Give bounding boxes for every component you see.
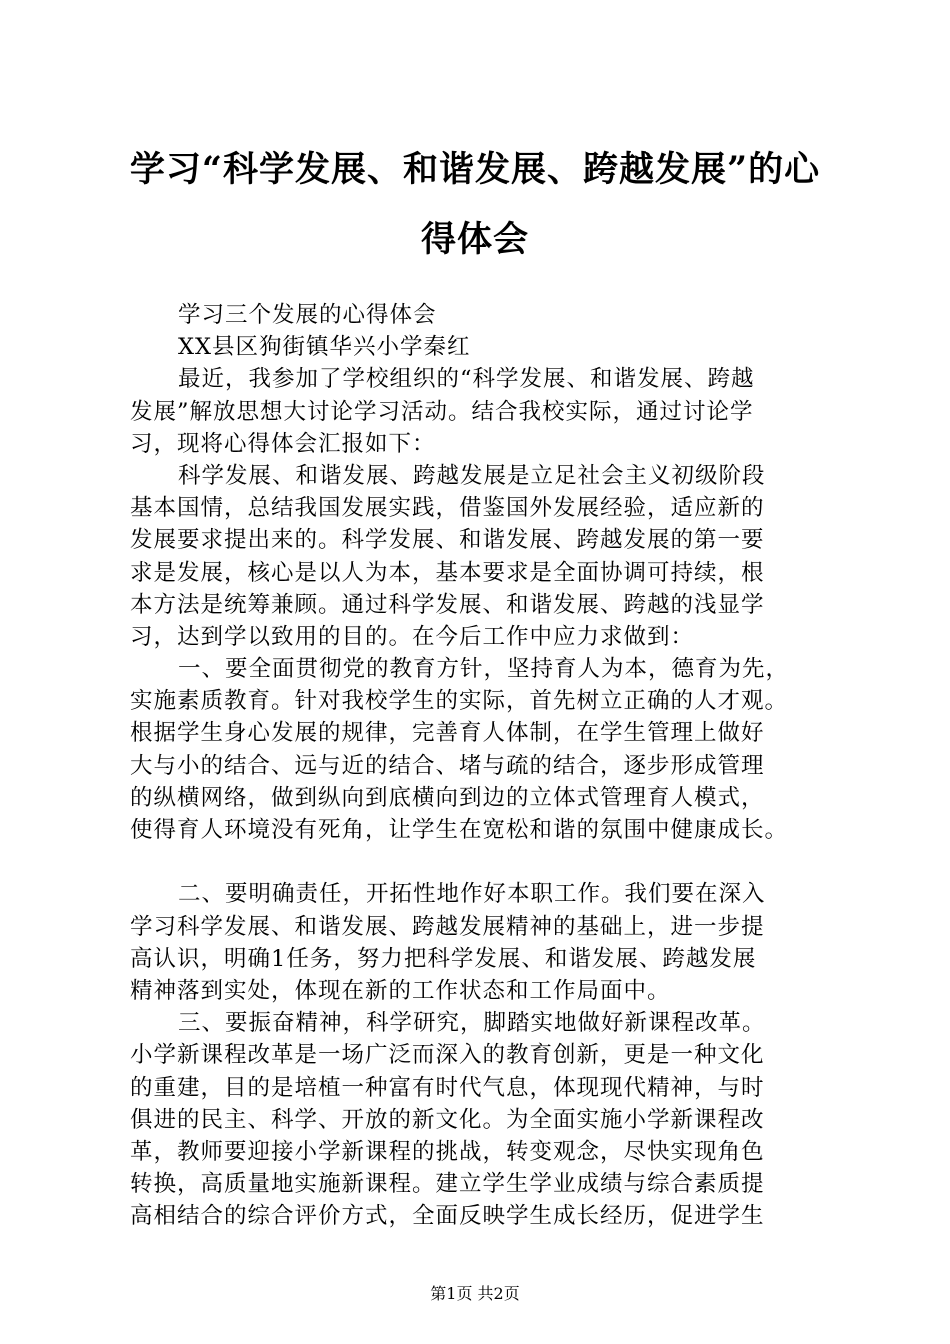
document-body <box>130 299 850 1232</box>
body-line: 转换，高质量地实施新课程。建立学生学业成绩与综合素质提 <box>130 1171 765 1198</box>
body-line: 大与小的结合、远与近的结合、堵与疏的结合，逐步形成管理 <box>130 752 765 779</box>
body-line: 精神落到实处，体现在新的工作状态和工作局面中。 <box>130 977 671 1004</box>
body-line: 习，现将心得体会汇报如下： <box>130 430 436 457</box>
body-line: 发展要求提出来的。科学发展、和谐发展、跨越发展的第一要 <box>130 527 765 554</box>
paragraph-gap <box>130 846 850 878</box>
body-line: 高相结合的综合评价方式，全面反映学生成长经历，促进学生 <box>130 1203 765 1230</box>
body-line: 一、要全面贯彻党的教育方针，坚持育人为本，德育为先， <box>178 656 790 683</box>
body-line: 学习科学发展、和谐发展、跨越发展精神的基础上，进一步提 <box>130 913 765 940</box>
body-line: 科学发展、和谐发展、跨越发展是立足社会主义初级阶段 <box>178 462 766 489</box>
page-number: 第1页 共2页 <box>430 1284 520 1303</box>
body-line: 俱进的民主、科学、开放的新文化。为全面实施小学新课程改 <box>130 1106 765 1133</box>
body-line: 求是发展，核心是以人为本，基本要求是全面协调可持续，根 <box>130 559 765 586</box>
subtitle-line: 学习三个发展的心得体会 <box>178 302 437 328</box>
body-line: 三、要振奋精神，科学研究，脚踏实地做好新课程改革。 <box>178 1010 766 1037</box>
body-line: 根据学生身心发展的规律，完善育人体制，在学生管理上做好 <box>130 720 765 747</box>
body-line: 习，达到学以致用的目的。在今后工作中应力求做到： <box>130 623 695 650</box>
body-line: 实施素质教育。针对我校学生的实际，首先树立正确的人才观。 <box>130 688 789 715</box>
author-line: XX县区狗街镇华兴小学秦红 <box>178 334 471 361</box>
body-line: 的重建，目的是培植一种富有时代气息，体现现代精神，与时 <box>130 1074 765 1101</box>
body-line: 高认识，明确1任务，努力把科学发展、和谐发展、跨越发展 <box>130 945 757 972</box>
body-line: 发展”解放思想大讨论学习活动。结合我校实际，通过讨论学 <box>130 398 754 425</box>
body-line: 本方法是统筹兼顾。通过科学发展、和谐发展、跨越的浅显学 <box>130 591 765 618</box>
body-line: 小学新课程改革是一场广泛而深入的教育创新，更是一种文化 <box>130 1042 765 1069</box>
title-line-2: 得体会 <box>420 219 529 260</box>
body-line: 最近，我参加了学校组织的“科学发展、和谐发展、跨越 <box>178 366 755 393</box>
document-title <box>100 150 850 260</box>
body-line: 使得育人环境没有死角，让学生在宽松和谐的氛围中健康成长。 <box>130 817 789 843</box>
body-line: 二、要明确责任，开拓性地作好本职工作。我们要在深入 <box>178 881 766 908</box>
title-line-1: 学习“科学发展、和谐发展、跨越发展”的心 <box>129 149 821 190</box>
body-line: 基本国情，总结我国发展实践，借鉴国外发展经验，适应新的 <box>130 495 765 522</box>
page-footer <box>0 1284 950 1304</box>
body-line: 革，教师要迎接小学新课程的挑战，转变观念，尽快实现角色 <box>130 1138 765 1165</box>
body-line: 的纵横网络，做到纵向到底横向到边的立体式管理育人模式， <box>130 784 765 811</box>
